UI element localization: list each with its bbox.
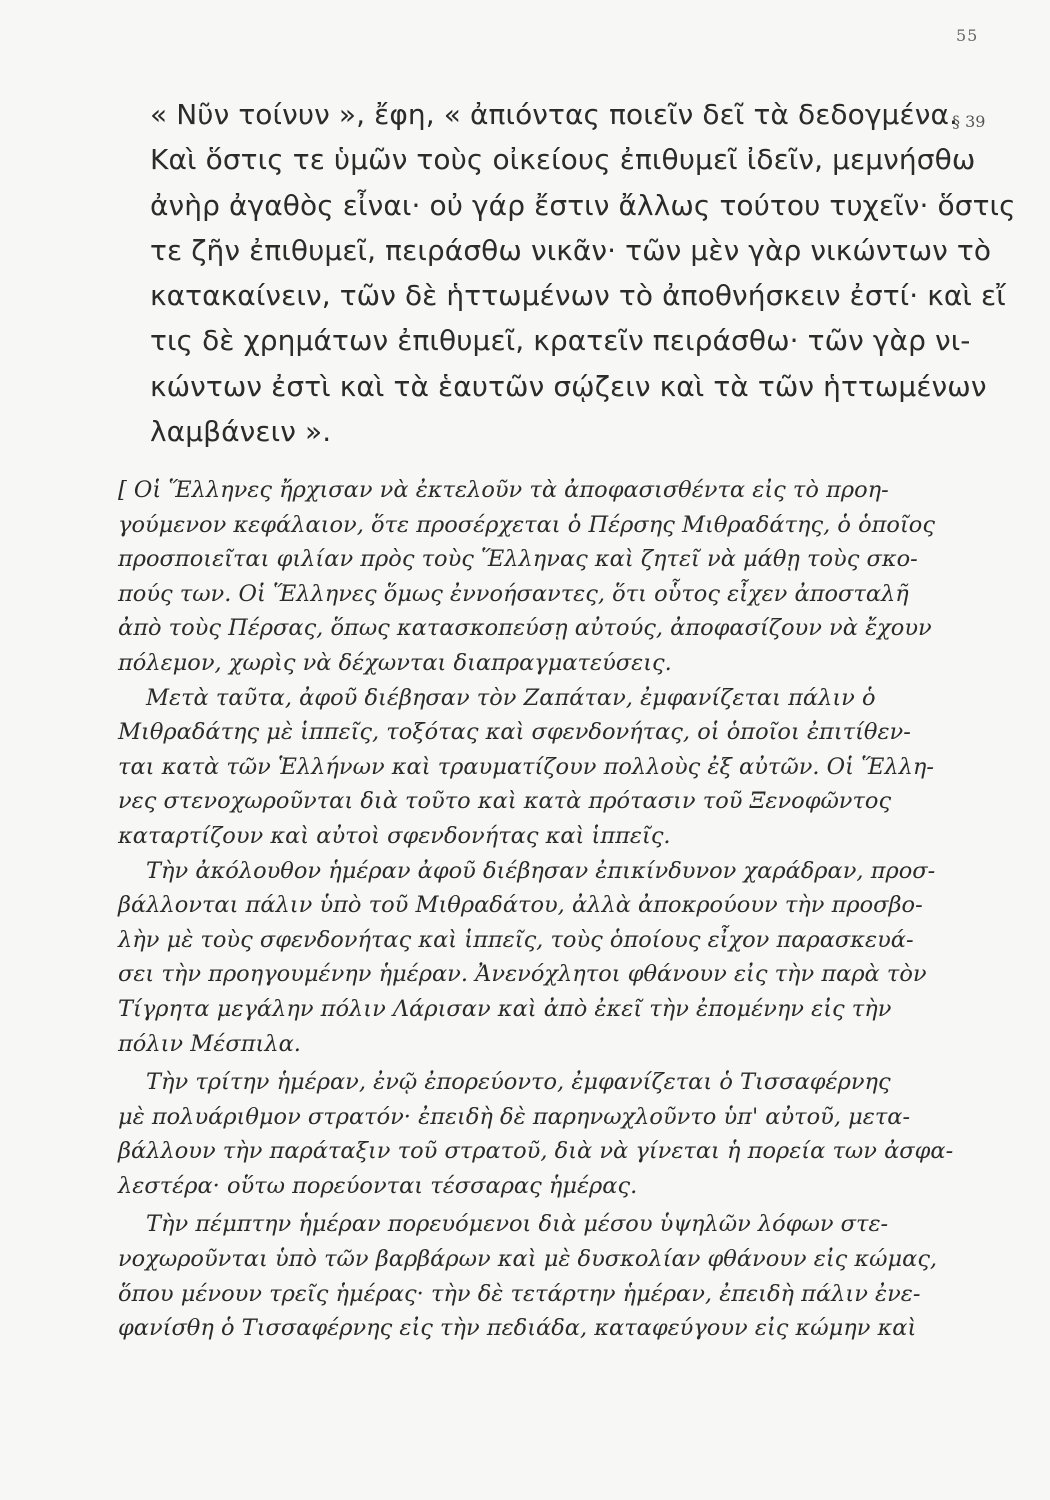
commentary-line [118, 1311, 917, 1346]
commentary-line-text: πούς των. Οἱ Ἕλληνες ὅμως ἐννοήσαντες, ὅτι οὗτος εἶχεν ἀποσταλῆ [118, 580, 909, 607]
commentary-block [118, 473, 954, 1346]
commentary-line-text: βάλλουν τὴν παράταξιν τοῦ στρατοῦ, διὰ νὰ γίνεται ἡ πορεία των ἀσφα- [118, 1138, 954, 1165]
commentary-line-text: Τίγρητα μεγάλην πόλιν Λάρισαν καὶ ἀπὸ ἐκεῖ τὴν ἐπομένην εἰς τὴν [118, 995, 892, 1022]
commentary-line [118, 784, 906, 819]
commentary-line-text: καταρτίζουν καὶ αὐτοὶ σφενδονήτας καὶ ἱππεῖς. [118, 822, 671, 849]
commentary-line-text: νες στενοχωροῦνται διὰ τοῦτο καὶ κατὰ πρότασιν τοῦ Ξενοφῶντος [118, 788, 892, 815]
commentary-line [118, 854, 936, 889]
commentary-line-text: ται κατὰ τῶν Ἑλλήνων καὶ τραυματίζουν πολλοὺς ἐξ αὐτῶν. Οἱ Ἕλλη- [118, 753, 934, 780]
commentary-line [118, 715, 911, 750]
page-number: 55 [956, 26, 979, 45]
commentary-line-text: Τὴν ἀκόλουθον ἡμέραν ἀφοῦ διέβησαν ἐπικίνδυνον χαράδραν, προσ- [146, 857, 936, 884]
greek-line: τις δὲ χρημάτων ἐπιθυμεῖ, κρατεῖν πειράσθω· τῶν γὰρ νι- [150, 324, 971, 358]
commentary-line [118, 1242, 938, 1277]
commentary-line [118, 1207, 906, 1242]
commentary-line [118, 1169, 906, 1204]
commentary-line-text: σει τὴν προηγουμένην ἡμέραν. Ἀνενόχλητοι φθάνουν εἰς τὴν παρὰ τὸν [118, 961, 927, 988]
commentary-line [118, 1065, 906, 1100]
greek-line: κώντων ἐστὶ καὶ τὰ ἑαυτῶν σῴζειν καὶ τὰ τῶν ἡττωμένων [150, 369, 987, 403]
greek-line: Καὶ ὅστις τε ὑμῶν τοὺς οἰκείους ἐπιθυμεῖ ἰδεῖν, μεμνήσθω [150, 143, 976, 177]
commentary-line [118, 819, 906, 854]
commentary-line [118, 681, 906, 716]
greek-line: τε ζῆν ἐπιθυμεῖ, πειράσθω νικᾶν· τῶν μὲν γὰρ νικώντων τὸ [150, 233, 992, 267]
greek-line: κατακαίνειν, τῶν δὲ ἡττωμένων τὸ ἀποθνήσκειν ἐστί· καὶ εἴ [150, 279, 1006, 313]
commentary-line-text: Μετὰ ταῦτα, ἀφοῦ διέβησαν τὸν Ζαπάταν, ἐμφανίζεται πάλιν ὁ [146, 684, 876, 711]
commentary-line [118, 1100, 911, 1135]
commentary-line [118, 473, 906, 508]
commentary-line-text: ὅπου μένουν τρεῖς ἡμέρας· τὴν δὲ τετάρτην ἡμέραν, ἐπειδὴ πάλιν ἐνε- [118, 1280, 921, 1307]
commentary-line-text: Μιθραδάτης μὲ ἱππεῖς, τοξότας καὶ σφενδονήτας, οἱ ὁποῖοι ἐπιτίθεν- [118, 719, 911, 746]
commentary-line [118, 923, 914, 958]
commentary-line [118, 542, 918, 577]
commentary-line-text: Τὴν πέμπτην ἡμέραν πορευόμενοι διὰ μέσου ὑψηλῶν λόφων στε- [146, 1211, 889, 1238]
commentary-line [118, 992, 906, 1027]
commentary-line-text: γούμενον κεφάλαιον, ὅτε προσέρχεται ὁ Πέρσης Μιθραδάτης, ὁ ὁποῖος [118, 511, 935, 538]
commentary-line [118, 1134, 954, 1169]
commentary-line [118, 750, 934, 785]
commentary-line-text: λεστέρα· οὕτω πορεύονται τέσσαρας ἡμέρας. [118, 1172, 638, 1199]
commentary-line-text: πόλιν Μέσπιλα. [118, 1030, 301, 1057]
commentary-line-text: λὴν μὲ τοὺς σφενδονήτας καὶ ἱππεῖς, τοὺς ὁποίους εἶχον παρασκευά- [118, 926, 914, 953]
commentary-line [118, 646, 906, 681]
commentary-line [118, 1027, 906, 1062]
commentary-line [118, 577, 909, 612]
greek-line: « Νῦν τοίνυν », ἔφη, « ἀπιόντας ποιεῖν δεῖ τὰ δεδογμένα. [150, 98, 959, 131]
commentary-line [118, 508, 935, 543]
greek-line: λαμβάνειν ». [150, 415, 332, 449]
commentary-line [118, 957, 927, 992]
commentary-line [118, 888, 923, 923]
commentary-line [118, 1277, 921, 1312]
commentary-line-text: ἀπὸ τοὺς Πέρσας, ὅπως κατασκοπεύσῃ αὐτούς, ἀποφασίζουν νὰ ἔχουν [118, 615, 932, 642]
commentary-line-text: [ Οἱ Ἕλληνες ἤρχισαν νὰ ἐκτελοῦν τὰ ἀποφασισθέντα εἰς τὸ προη- [118, 477, 889, 503]
commentary-line-text: Τὴν τρίτην ἡμέραν, ἐνῷ ἐπορεύοντο, ἐμφανίζεται ὁ Τισσαφέρνης [146, 1069, 891, 1096]
commentary-line-text: φανίσθη ὁ Τισσαφέρνης εἰς τὴν πεδιάδα, καταφεύγουν εἰς κώμην καὶ [118, 1315, 917, 1342]
commentary-line-text: νοχωροῦνται ὑπὸ τῶν βαρβάρων καὶ μὲ δυσκολίαν φθάνουν εἰς κώμας, [118, 1246, 938, 1273]
commentary-line-text: βάλλονται πάλιν ὑπὸ τοῦ Μιθραδάτου, ἀλλὰ ἀποκρούουν τὴν προσβο- [118, 892, 923, 919]
greek-line: ἀνὴρ ἀγαθὸς εἶναι· οὐ γάρ ἔστιν ἄλλως τούτου τυχεῖν· ὅστις [150, 188, 1016, 222]
commentary-line [118, 611, 932, 646]
commentary-line-text: προσποιεῖται φιλίαν πρὸς τοὺς Ἕλληνας καὶ ζητεῖ νὰ μάθῃ τοὺς σκο- [118, 546, 918, 573]
commentary-line-text: μὲ πολυάριθμον στρατόν· ἐπειδὴ δὲ παρηνωχλοῦντο ὑπ' αὐτοῦ, μετα- [118, 1103, 911, 1130]
commentary-line-text: πόλεμον, χωρὶς νὰ δέχωνται διαπραγματεύσεις. [118, 649, 672, 676]
section-marker: § 39 [952, 112, 986, 131]
